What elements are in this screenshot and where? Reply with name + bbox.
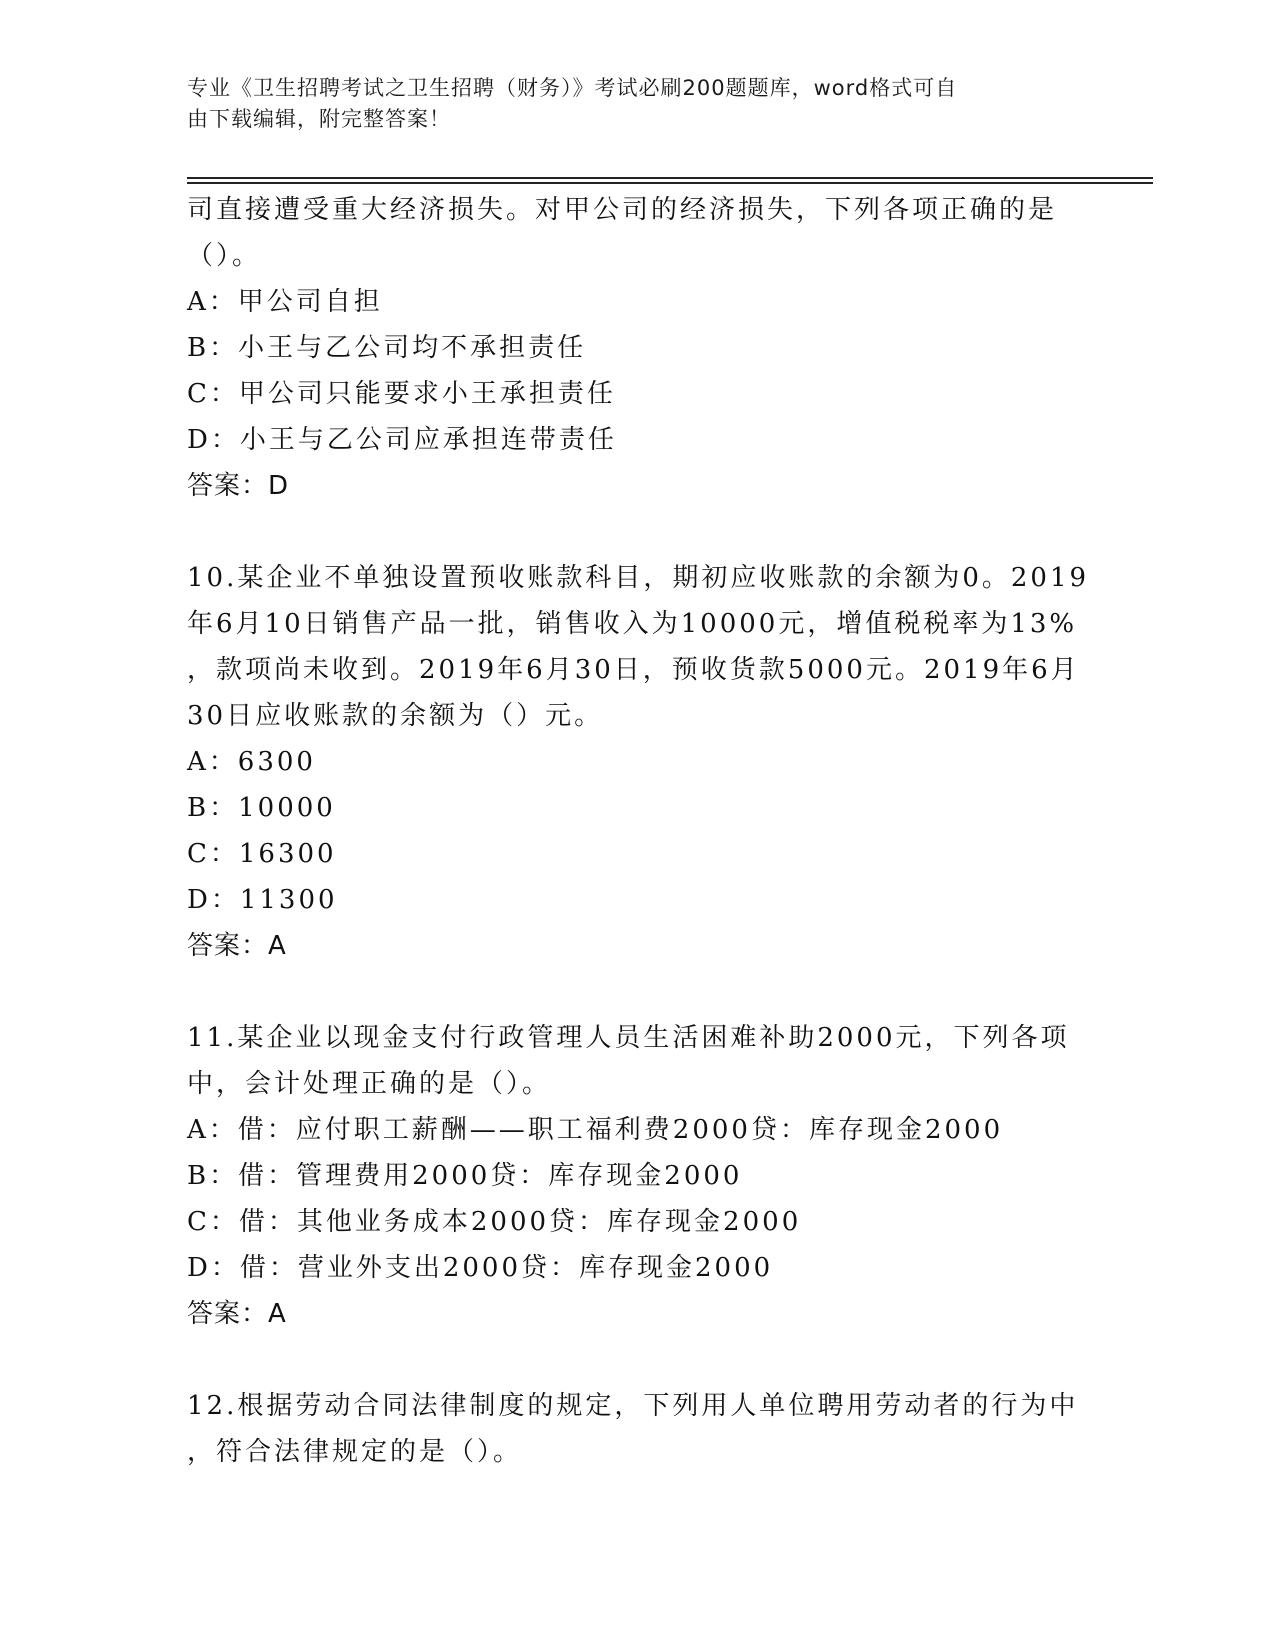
header-rule-top [187, 177, 1153, 179]
header-rule-bottom [187, 182, 1153, 184]
header-line-2: 由下载编辑，附完整答案！ [187, 107, 451, 131]
question-stem-line: （）。 [187, 241, 262, 271]
option-d: D：小王与乙公司应承担连带责任 [187, 425, 617, 455]
question-stem-line: 年6月10日销售产品一批，销售收入为10000元，增值税税率为13% [187, 609, 1078, 639]
option-b: B：借：管理费用2000贷：库存现金2000 [187, 1161, 743, 1191]
spacer [187, 969, 1067, 1015]
option-b: B：10000 [187, 793, 336, 823]
option-a: A：借：应付职工薪酬——职工福利费2000贷：库存现金2000 [187, 1115, 1004, 1145]
option-d: D：11300 [187, 885, 338, 915]
option-c: C：16300 [187, 839, 337, 869]
question-12 [187, 1383, 1079, 1475]
question-9 [187, 187, 1067, 509]
question-stem-line: ，款项尚未收到。2019年6月30日，预收货款5000元。2019年6月 [187, 655, 1080, 685]
question-stem-line: 中，会计处理正确的是（）。 [187, 1069, 552, 1099]
question-stem-line: 30日应收账款的余额为（）元。 [187, 701, 604, 731]
question-stem-line: 11.某企业以现金支付行政管理人员生活困难补助2000元，下列各项 [187, 1023, 1070, 1053]
option-c: C：甲公司只能要求小王承担责任 [187, 379, 616, 409]
spacer [187, 509, 1067, 555]
page-header [187, 73, 1067, 135]
option-d: D：借：营业外支出2000贷：库存现金2000 [187, 1253, 774, 1283]
question-11 [187, 1015, 1070, 1337]
header-line-1: 专业《卫生招聘考试之卫生招聘（财务）》考试必刷200题题库，word格式可自 [187, 76, 958, 100]
option-c: C：借：其他业务成本2000贷：库存现金2000 [187, 1207, 802, 1237]
question-stem-line: 10.某企业不单独设置预收账款科目，期初应收账款的余额为0。2019 [187, 563, 1090, 593]
option-b: B：小王与乙公司均不承担责任 [187, 333, 587, 363]
spacer [187, 1337, 1067, 1383]
question-stem-line: ，符合法律规定的是（）。 [187, 1437, 523, 1467]
question-10 [187, 555, 1090, 969]
document-body [187, 187, 1090, 1475]
question-stem-line: 司直接遭受重大经济损失。对甲公司的经济损失，下列各项正确的是 [187, 195, 1058, 225]
answer-line: 答案：A [187, 1299, 287, 1329]
question-stem-line: 12.根据劳动合同法律制度的规定，下列用人单位聘用劳动者的行为中 [187, 1391, 1079, 1421]
answer-line: 答案：D [187, 471, 290, 501]
option-a: A：6300 [187, 747, 316, 777]
answer-line: 答案：A [187, 931, 287, 961]
option-a: A：甲公司自担 [187, 287, 383, 317]
